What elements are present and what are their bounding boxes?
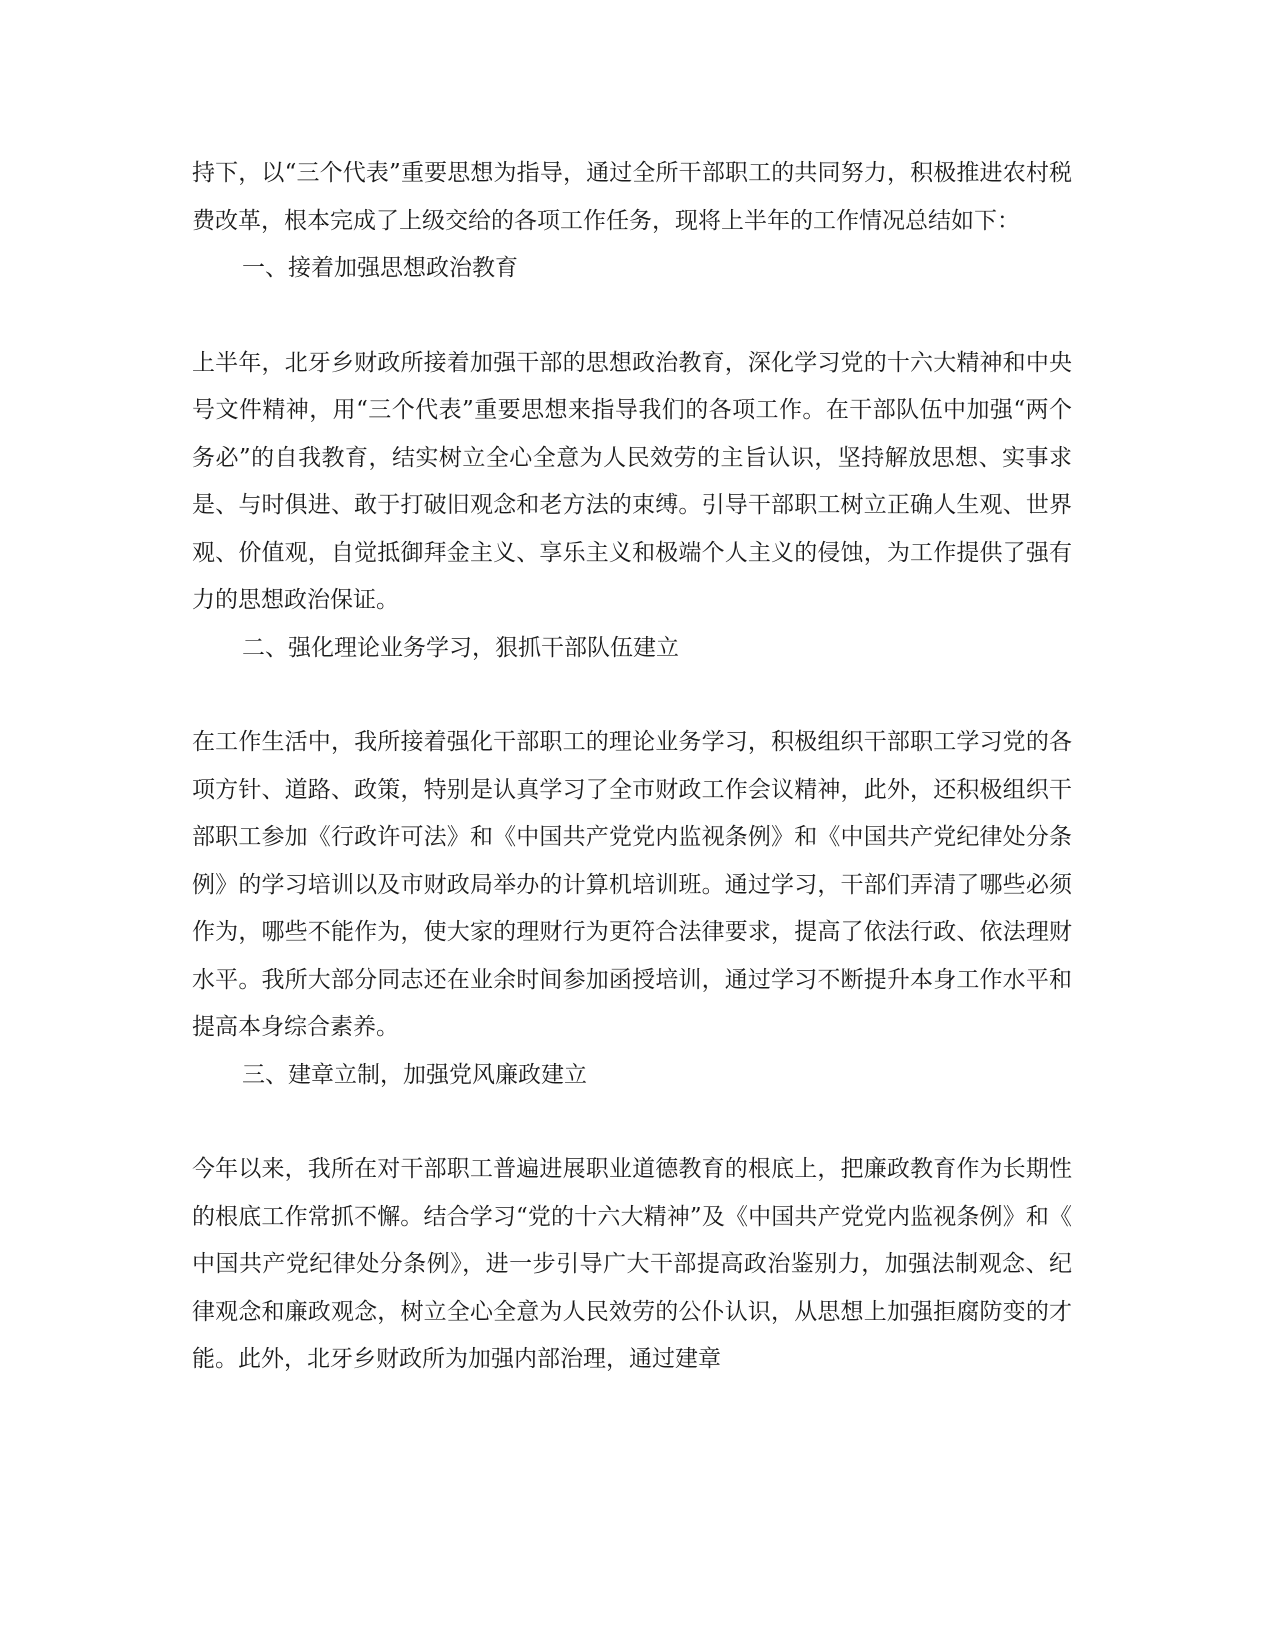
section-heading: 一、接着加强思想政治教育 xyxy=(242,255,518,281)
body-paragraph: 持下，以“三个代表”重要思想为指导，通过全所干部职工的共同努力，积极推进农村税费改革，根本完成了上级交给的各项工作任务，现将上半年的工作情况总结如下： xyxy=(192,160,1072,234)
body-paragraph: 今年以来，我所在对干部职工普遍进展职业道德教育的根底上，把廉政教育作为长期性的根底工作常抓不懈。结合学习“党的十六大精神”及《中国共产党党内监视条例》和《中国共产党纪律处分条例》，进一步引导广大干部提高政治鉴别力，加强法制观念、纪律观念和廉政观念，树立全心全意为人民效劳的公仆认识，从思想上加强拒腐防变的才能。此外，北牙乡财政所为加强内部治理，通过建章 xyxy=(192,1156,1072,1372)
section-heading: 二、强化理论业务学习，狠抓干部队伍建立 xyxy=(242,634,679,661)
document-body xyxy=(192,150,1072,1384)
body-paragraph: 上半年，北牙乡财政所接着加强干部的思想政治教育，深化学习党的十六大精神和中央号文件精神，用“三个代表”重要思想来指导我们的各项工作。在干部队伍中加强“两个务必”的自我教育，结实树立全心全意为人民效劳的主旨认识，坚持解放思想、实事求是、与时俱进、敢于打破旧观念和老方法的束缚。引导干部职工树立正确人生观、世界观、价值观，自觉抵御拜金主义、享乐主义和极端个人主义的侵蚀，为工作提供了强有力的思想政治保证。 xyxy=(192,349,1072,613)
body-paragraph: 在工作生活中，我所接着强化干部职工的理论业务学习，积极组织干部职工学习党的各项方针、道路、政策，特别是认真学习了全市财政工作会议精神，此外，还积极组织干部职工参加《行政许可法》和《中国共产党党内监视条例》和《中国共产党纪律处分条例》的学习培训以及市财政局举办的计算机培训班。通过学习，干部们弄清了哪些必须作为，哪些不能作为，使大家的理财行为更符合法律要求，提高了依法行政、依法理财水平。我所大部分同志还在业余时间参加函授培训，通过学习不断提升本身工作水平和提高本身综合素养。 xyxy=(192,729,1072,1040)
section-heading: 三、建章立制，加强党风廉政建立 xyxy=(242,1061,587,1088)
